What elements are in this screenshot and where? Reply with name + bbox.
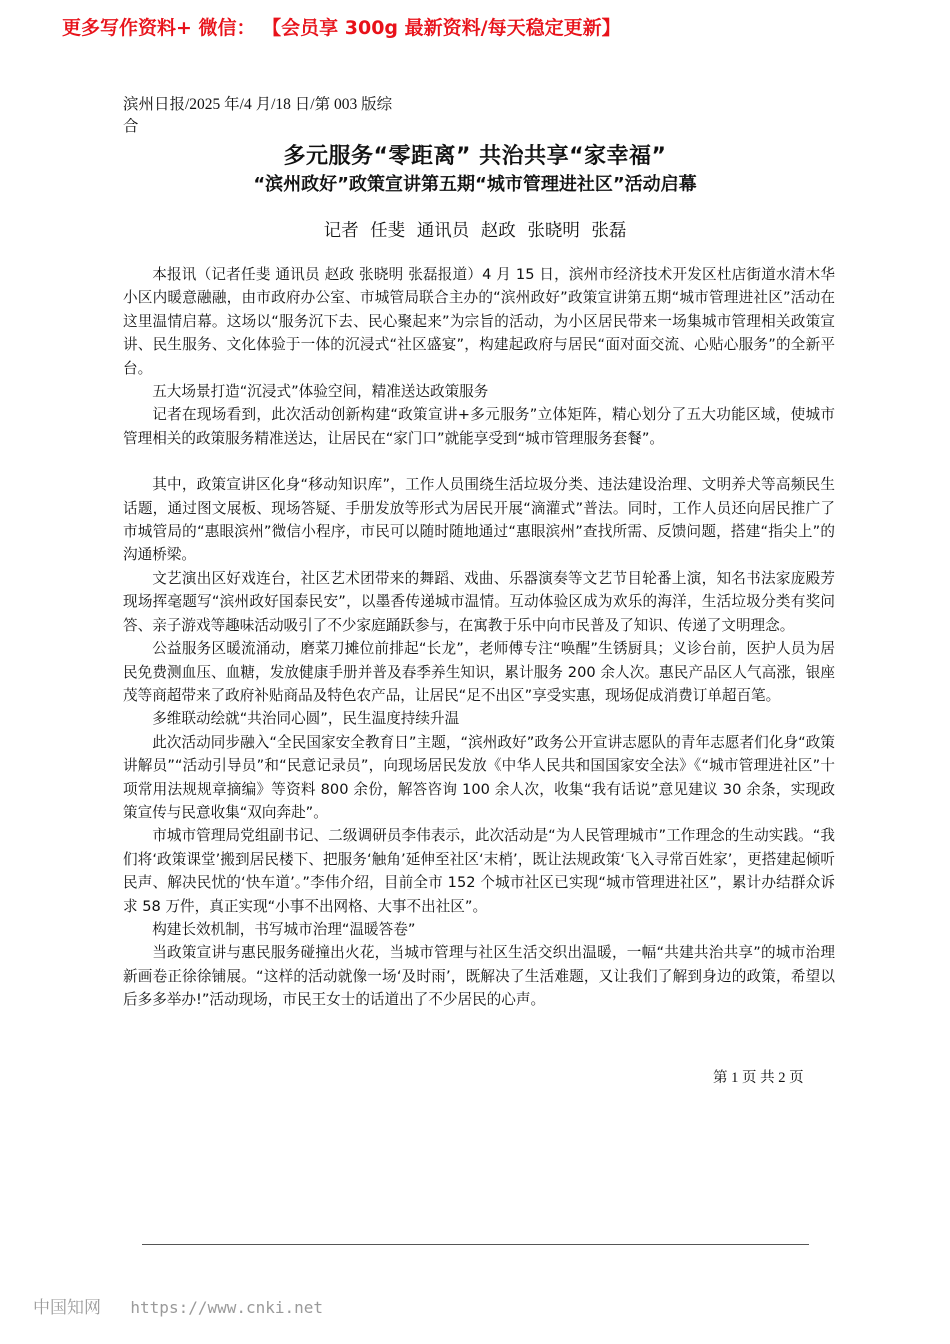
paragraph-lead: 本报讯（记者任斐 通讯员 赵政 张晓明 张磊报道）4 月 15 日，滨州市经济技术开发区杜店街道水清木华小区内暖意融融，由市政府办公室、市城管局联合主办的“滨州政好”政策宣讲第五期“城市管理进社区”活动在这里温情启幕。这场以“服务沉下去、民心聚起来”为宗旨的活动，为小区居民带来一场集城市管理相关政策宣讲、民生服务、文化体验于一体的沉浸式“社区盛宴”，构建起政府与居民“面对面交流、心贴心服务”的全新平台。 [123,266,835,377]
section-heading: 构建长效机制，书写城市治理“温暖答卷” [152,920,416,938]
cnki-name: 中国知网 [33,1298,101,1318]
section-heading: 多维联动绘就“共治同心圆”，民生温度持续升温 [152,710,460,728]
paragraph: 文艺演出区好戏连台，社区艺术团带来的舞蹈、戏曲、乐器演奏等文艺节目轮番上演，知名书法家庞殿芳现场挥毫题写“滨州政好国泰民安”，以墨香传递城市温情。互动体验区成为欢乐的海洋，生活垃圾分类有奖问答、亲子游戏等趣味活动吸引了不少家庭踊跃参与，在寓教于乐中向市民普及了知识、传递了文明理念。 [123,569,835,634]
paragraph: 公益服务区暖流涌动，磨菜刀摊位前排起“长龙”，老师傅专注“唤醒”生锈厨具；义诊台前，医护人员为居民免费测血压、血糖，发放健康手册并普及春季养生知识，累计服务 200 余人次。惠民产品区人气高涨，银座茂等商超带来了政府补贴商品及特色农产品，让居民“足不出区”享受实惠，现场促成消费订单超百笔。 [123,640,835,704]
paragraph: 记者在现场看到，此次活动创新构建“政策宣讲+多元服务”立体矩阵，精心划分了五大功能区域，使城市管理相关的政策服务精准送达，让居民在“家门口”就能享受到“城市管理服务套餐”。 [123,406,835,447]
article-subtitle: “滨州政好”政策宣讲第五期“城市管理进社区”活动启幕 [253,174,697,195]
promo-banner: 更多写作资料+ 微信： 【会员享 300g 最新资料/每天稳定更新】 [62,17,621,39]
paragraph: 当政策宣讲与惠民服务碰撞出火花，当城市管理与社区生活交织出温暖，一幅“共建共治共享”的城市治理新画卷正徐徐铺展。“这样的活动就像一场‘及时雨’，既解决了生活难题，又让我们了解到身边的政策，希望以后多多举办!”活动现场，市民王女士的话道出了不少居民的心声。 [123,944,835,1009]
byline: 记者 任斐 通讯员 赵政 张晓明 张磊 [323,221,627,241]
source-line: 滨州日报/2025 年/4 月/18 日/第 003 版综合 [123,96,393,135]
cnki-watermark [33,1293,323,1318]
article-body [123,263,835,1012]
paragraph: 市城市管理局党组副书记、二级调研员李伟表示，此次活动是“为人民管理城市”工作理念的生动实践。“我们将‘政策课堂’搬到居民楼下、把服务‘触角’延伸至社区‘末梢’，既让法规政策‘飞入寻常百姓家’，更搭建起倾听民声、解决民忧的‘快车道’。”李伟介绍，目前全市 152 个城市社区已实现“城市管理进社区”，累计办结群众诉求 58 万件，真正实现“小事不出网格、大事不出社区”。 [123,827,835,915]
page-indicator: 第 1 页 共 2 页 [713,1070,804,1086]
footer-divider [142,1244,809,1245]
paragraph: 其中，政策宣讲区化身“移动知识库”，工作人员围绕生活垃圾分类、违法建设治理、文明养犬等高频民生话题，通过图文展板、现场答疑、手册发放等形式为居民开展“滴灌式”普法。同时，工作人员还向居民推广了市城管局的“惠眼滨州”微信小程序，市民可以随时随地通过“惠眼滨州”查找所需、反馈问题，搭建“指尖上”的沟通桥梁。 [123,476,835,564]
paragraph: 此次活动同步融入“全民国家安全教育日”主题，“滨州政好”政务公开宣讲志愿队的青年志愿者们化身“政策讲解员”“活动引导员”和“民意记录员”，向现场居民发放《中华人民共和国国家安全法》《“城市管理进社区”十项常用法规规章摘编》等资料 800 余份，解答咨询 100 余人次，收集“我有话说”意见建议 30 余条，实现政策宣传与民意收集“双向奔赴”。 [123,733,835,821]
article-title: 多元服务“零距离” 共治共享“家幸福” [283,144,667,169]
cnki-url: https://www.cnki.net [130,1298,324,1317]
section-heading: 五大场景打造“沉浸式”体验空间，精准送达政策服务 [152,383,489,401]
